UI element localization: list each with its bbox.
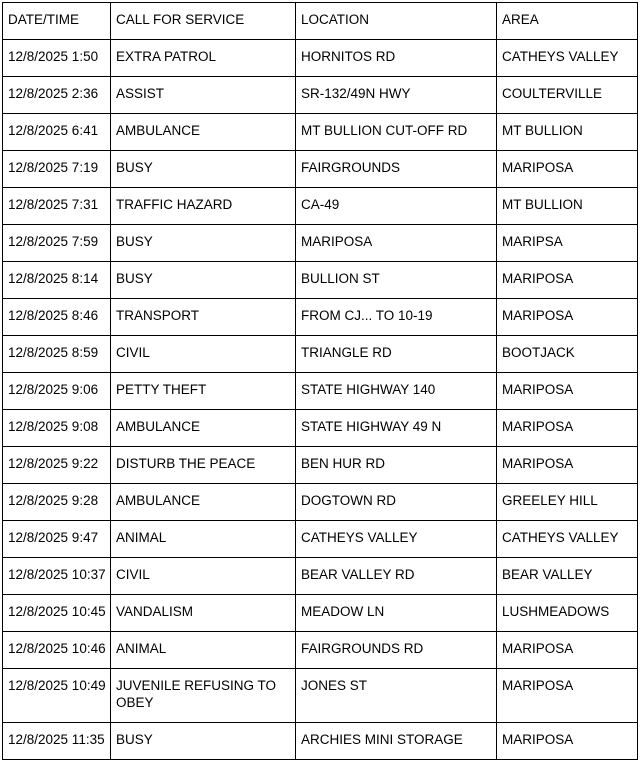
table-row xyxy=(3,723,638,760)
cell-location: CA-49 xyxy=(296,188,497,225)
cell-area: MARIPOSA xyxy=(497,447,638,484)
cell-area: GREELEY HILL xyxy=(497,484,638,521)
cell-location: SR-132/49N HWY xyxy=(296,77,497,114)
cell-location: STATE HIGHWAY 49 N xyxy=(296,410,497,447)
cell-area: CATHEYS VALLEY xyxy=(497,40,638,77)
cell-call-for-service: DISTURB THE PEACE xyxy=(111,447,296,484)
cell-location: STATE HIGHWAY 140 xyxy=(296,373,497,410)
table-row xyxy=(3,410,638,447)
header-row xyxy=(3,3,638,40)
table-row xyxy=(3,40,638,77)
cell-date-time: 12/8/2025 10:37 xyxy=(3,558,111,595)
cell-date-time: 12/8/2025 7:59 xyxy=(3,225,111,262)
table-row xyxy=(3,336,638,373)
table-row xyxy=(3,225,638,262)
cell-area: MARIPSA xyxy=(497,225,638,262)
cell-location: MT BULLION CUT-OFF RD xyxy=(296,114,497,151)
cell-call-for-service: AMBULANCE xyxy=(111,410,296,447)
cell-area: MARIPOSA xyxy=(497,410,638,447)
cell-call-for-service: ANIMAL xyxy=(111,632,296,669)
cell-call-for-service: CIVIL xyxy=(111,558,296,595)
cell-area: MARIPOSA xyxy=(497,723,638,760)
cell-call-for-service: BUSY xyxy=(111,723,296,760)
table-header xyxy=(3,3,638,40)
cell-area: BEAR VALLEY xyxy=(497,558,638,595)
table-row xyxy=(3,595,638,632)
cell-area: MARIPOSA xyxy=(497,151,638,188)
cell-location: ARCHIES MINI STORAGE xyxy=(296,723,497,760)
cell-location: DOGTOWN RD xyxy=(296,484,497,521)
cell-date-time: 12/8/2025 8:14 xyxy=(3,262,111,299)
cell-location: BULLION ST xyxy=(296,262,497,299)
cell-date-time: 12/8/2025 1:50 xyxy=(3,40,111,77)
cell-call-for-service: ASSIST xyxy=(111,77,296,114)
table-row xyxy=(3,114,638,151)
cell-call-for-service: BUSY xyxy=(111,262,296,299)
header-location: LOCATION xyxy=(296,3,497,40)
cell-area: LUSHMEADOWS xyxy=(497,595,638,632)
header-date-time: DATE/TIME xyxy=(3,3,111,40)
cell-location: FROM CJ... TO 10-19 xyxy=(296,299,497,336)
cell-area: MT BULLION xyxy=(497,114,638,151)
header-area: AREA xyxy=(497,3,638,40)
table-row xyxy=(3,669,638,723)
cell-location: TRIANGLE RD xyxy=(296,336,497,373)
cell-location: FAIRGROUNDS xyxy=(296,151,497,188)
cell-call-for-service: TRANSPORT xyxy=(111,299,296,336)
cell-date-time: 12/8/2025 9:47 xyxy=(3,521,111,558)
cell-date-time: 12/8/2025 2:36 xyxy=(3,77,111,114)
cell-date-time: 12/8/2025 9:08 xyxy=(3,410,111,447)
cell-location: CATHEYS VALLEY xyxy=(296,521,497,558)
call-log-table xyxy=(2,2,638,760)
cell-date-time: 12/8/2025 7:19 xyxy=(3,151,111,188)
cell-area: MARIPOSA xyxy=(497,373,638,410)
cell-call-for-service: CIVIL xyxy=(111,336,296,373)
cell-date-time: 12/8/2025 8:46 xyxy=(3,299,111,336)
cell-location: MARIPOSA xyxy=(296,225,497,262)
cell-location: JONES ST xyxy=(296,669,497,723)
cell-call-for-service: BUSY xyxy=(111,151,296,188)
cell-call-for-service: PETTY THEFT xyxy=(111,373,296,410)
cell-call-for-service: EXTRA PATROL xyxy=(111,40,296,77)
cell-area: MARIPOSA xyxy=(497,262,638,299)
cell-call-for-service: AMBULANCE xyxy=(111,484,296,521)
cell-call-for-service: TRAFFIC HAZARD xyxy=(111,188,296,225)
cell-location: FAIRGROUNDS RD xyxy=(296,632,497,669)
table-row xyxy=(3,151,638,188)
cell-date-time: 12/8/2025 8:59 xyxy=(3,336,111,373)
cell-date-time: 12/8/2025 9:06 xyxy=(3,373,111,410)
cell-location: HORNITOS RD xyxy=(296,40,497,77)
table-row xyxy=(3,77,638,114)
cell-area: BOOTJACK xyxy=(497,336,638,373)
cell-date-time: 12/8/2025 11:35 xyxy=(3,723,111,760)
table-body xyxy=(3,40,638,760)
cell-date-time: 12/8/2025 10:49 xyxy=(3,669,111,723)
table-row xyxy=(3,632,638,669)
cell-date-time: 12/8/2025 6:41 xyxy=(3,114,111,151)
cell-call-for-service: VANDALISM xyxy=(111,595,296,632)
table-row xyxy=(3,262,638,299)
cell-date-time: 12/8/2025 7:31 xyxy=(3,188,111,225)
cell-date-time: 12/8/2025 9:28 xyxy=(3,484,111,521)
cell-area: MARIPOSA xyxy=(497,632,638,669)
cell-call-for-service: ANIMAL xyxy=(111,521,296,558)
cell-date-time: 12/8/2025 10:45 xyxy=(3,595,111,632)
cell-call-for-service: JUVENILE REFUSING TO OBEY xyxy=(111,669,296,723)
table-row xyxy=(3,299,638,336)
cell-location: MEADOW LN xyxy=(296,595,497,632)
header-call-for-service: CALL FOR SERVICE xyxy=(111,3,296,40)
table-row xyxy=(3,373,638,410)
cell-area: MARIPOSA xyxy=(497,669,638,723)
table-row xyxy=(3,188,638,225)
cell-location: BEN HUR RD xyxy=(296,447,497,484)
cell-call-for-service: BUSY xyxy=(111,225,296,262)
table-row xyxy=(3,484,638,521)
cell-call-for-service: AMBULANCE xyxy=(111,114,296,151)
cell-area: MT BULLION xyxy=(497,188,638,225)
cell-area: MARIPOSA xyxy=(497,299,638,336)
cell-date-time: 12/8/2025 10:46 xyxy=(3,632,111,669)
table-row xyxy=(3,447,638,484)
table-row xyxy=(3,558,638,595)
table-row xyxy=(3,521,638,558)
cell-area: COULTERVILLE xyxy=(497,77,638,114)
cell-date-time: 12/8/2025 9:22 xyxy=(3,447,111,484)
cell-location: BEAR VALLEY RD xyxy=(296,558,497,595)
cell-area: CATHEYS VALLEY xyxy=(497,521,638,558)
